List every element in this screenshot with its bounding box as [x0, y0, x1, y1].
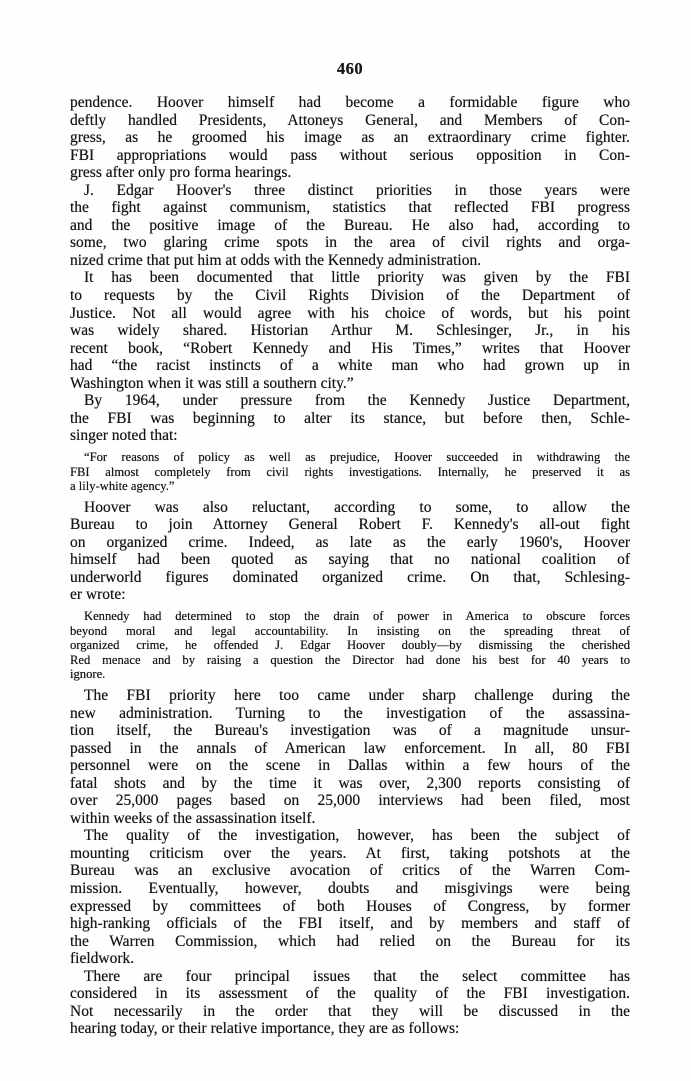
text-line: underworld figures dominated organized crime. On that, Schlesing-: [70, 568, 630, 586]
text-line: pendence. Hoover himself had become a formidable figure who: [70, 94, 630, 111]
text-line: on organized crime. Indeed, as late as the early 1960's, Hoover: [70, 533, 630, 551]
block-quote: [70, 450, 630, 494]
text-line: some, two glaring crime spots in the area of civil rights and orga-: [70, 234, 630, 252]
body-paragraph: [70, 392, 630, 445]
text-line: fatal shots and by the time it was over, 2,300 reports consisting of: [70, 774, 630, 792]
text-line: to requests by the Civil Rights Division of the Department of: [70, 287, 630, 305]
text-line: a lily-white agency.”: [70, 479, 175, 494]
text-line: er wrote:: [70, 586, 126, 604]
text-line: FBI almost completely from civil rights investigations. Internally, he preserved it as: [70, 464, 630, 479]
text-line: the fight against communism, statistics that reflected FBI progress: [70, 199, 630, 217]
body-paragraph: [70, 269, 630, 392]
text-line: the FBI was beginning to alter its stance, but before then, Schle-: [70, 409, 630, 427]
text-line: nized crime that put him at odds with the Kennedy administration.: [70, 251, 482, 269]
text-line: Not necessarily in the order that they will be discussed in the: [70, 1002, 630, 1020]
text-line: The FBI priority here too came under sharp challenge during the: [84, 686, 630, 704]
text-line: and the positive image of the Bureau. He also had, according to: [70, 216, 630, 234]
body-paragraph: [70, 94, 630, 182]
text-line: was widely shared. Historian Arthur M. Schlesinger, Jr., in his: [70, 322, 630, 340]
text-line: The quality of the investigation, however, has been the subject of: [84, 827, 630, 845]
text-line: singer noted that:: [70, 427, 178, 445]
text-line: fieldwork.: [70, 950, 135, 968]
text-line: FBI appropriations would pass without serious opposition in Con-: [70, 146, 630, 164]
text-line: passed in the annals of American law enforcement. In all, 80 FBI: [70, 739, 630, 757]
text-line: the Warren Commission, which had relied on the Bureau for its: [70, 932, 630, 950]
text-line: organized crime, he offended J. Edgar Hoover doubly—by dismissing the cherished: [70, 638, 630, 653]
text-line: new administration. Turning to the investigation of the assassina-: [70, 704, 630, 722]
block-quote: [70, 609, 630, 682]
text-line: deftly handled Presidents, Attoneys General, and Members of Con-: [70, 111, 630, 129]
text-line: personnel were on the scene in Dallas within a few hours of the: [70, 757, 630, 775]
text-line: gress after only pro forma hearings.: [70, 164, 292, 182]
text-line: high-ranking officials of the FBI itself, and by members and staff of: [70, 915, 630, 933]
text-line: Kennedy had determined to stop the drain of power in America to obscure forces: [84, 609, 630, 623]
text-line: tion itself, the Bureau's investigation was of a magnitude unsur-: [70, 722, 630, 740]
text-line: Hoover was also reluctant, according to some, to allow the: [84, 498, 630, 516]
text-line: himself had been quoted as saying that no national coalition of: [70, 551, 630, 569]
text-line: It has been documented that little priority was given by the FBI: [84, 269, 630, 287]
text-line: By 1964, under pressure from the Kennedy Justice Department,: [84, 392, 630, 410]
text-line: mission. Eventually, however, doubts and misgivings were being: [70, 879, 630, 897]
text-line: There are four principal issues that the select committee has: [84, 967, 630, 985]
text-line: Justice. Not all would agree with his choice of words, but his point: [70, 304, 630, 322]
text-line: “For reasons of policy as well as prejudice, Hoover succeeded in withdrawing the: [84, 449, 630, 464]
text-block: [70, 94, 630, 1038]
text-line: Red menace and by raising a question the Director had done his best for 40 years to: [70, 652, 630, 667]
page-number: 460: [336, 59, 364, 78]
text-line: recent book, “Robert Kennedy and His Times,” writes that Hoover: [70, 339, 630, 357]
text-line: Bureau to join Attorney General Robert F. Kennedy's all-out fight: [70, 516, 630, 534]
text-line: Washington when it was still a southern city.”: [70, 374, 354, 392]
body-paragraph: [70, 182, 630, 270]
text-line: considered in its assessment of the quality of the FBI investigation.: [70, 985, 630, 1003]
text-line: J. Edgar Hoover's three distinct priorities in those years were: [84, 181, 630, 199]
body-paragraph: [70, 687, 630, 827]
text-line: expressed by committees of both Houses of Congress, by former: [70, 897, 630, 915]
text-line: mounting criticism over the years. At first, taking potshots at the: [70, 844, 630, 862]
text-line: beyond moral and legal accountability. In insisting on the spreading threat of: [70, 623, 630, 638]
text-line: ignore.: [70, 667, 106, 682]
text-line: Bureau was an exclusive avocation of critics of the Warren Com-: [70, 862, 630, 880]
body-paragraph: [70, 968, 630, 1038]
text-line: had “the racist instincts of a white man who had grown up in: [70, 357, 630, 375]
text-line: hearing today, or their relative importance, they are as follows:: [70, 1020, 460, 1038]
text-line: over 25,000 pages based on 25,000 interviews had been filed, most: [70, 792, 630, 810]
body-paragraph: [70, 827, 630, 967]
text-line: within weeks of the assassination itself.: [70, 809, 316, 827]
text-line: gress, as he groomed his image as an extraordinary crime fighter.: [70, 129, 630, 147]
body-paragraph: [70, 499, 630, 604]
